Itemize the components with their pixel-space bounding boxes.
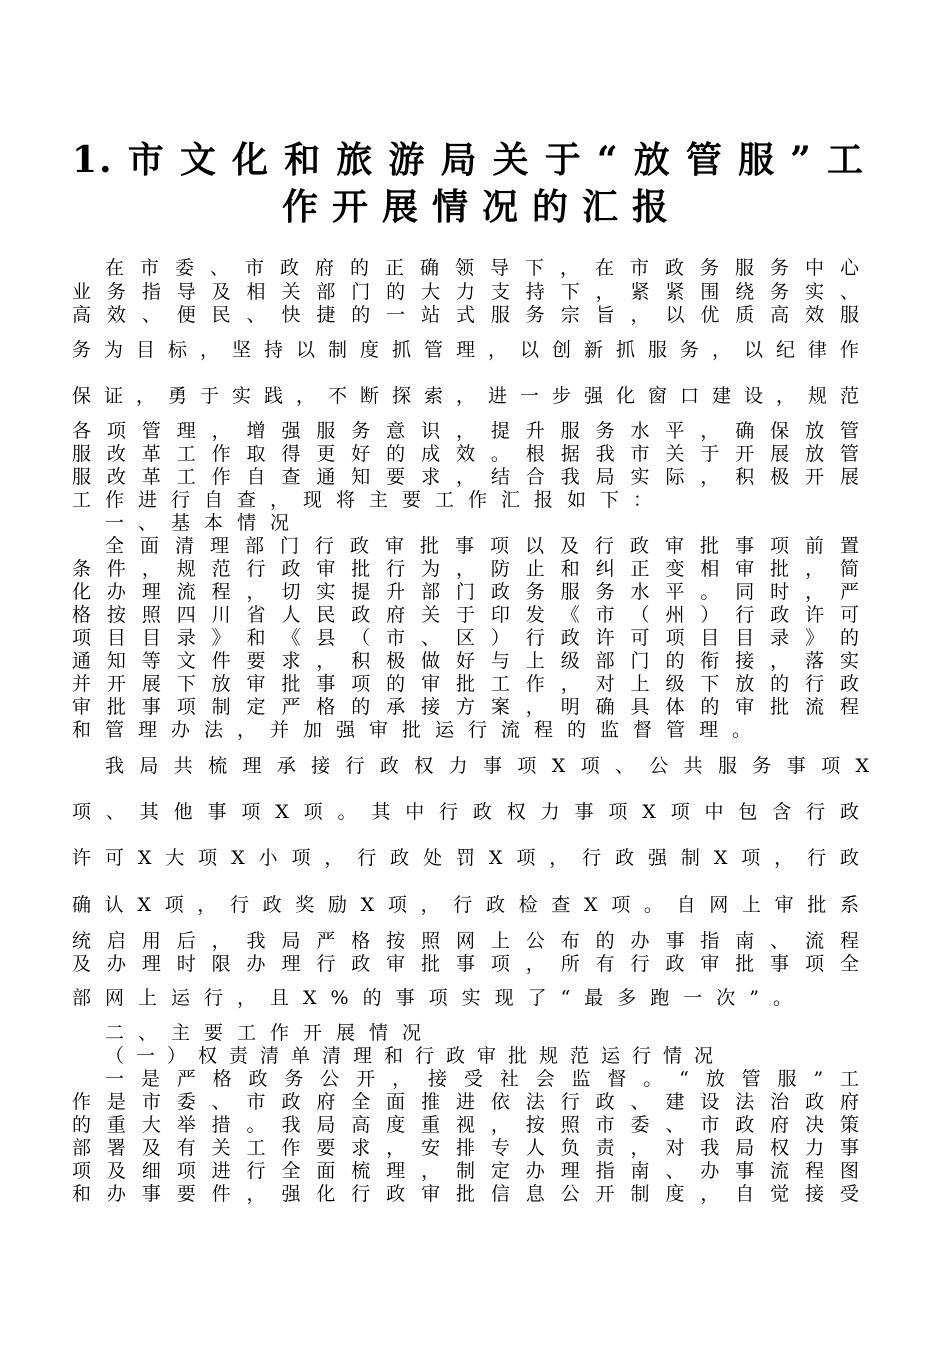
document-title-line-2: 作开展情况的汇报 bbox=[281, 186, 682, 228]
body-line: 项及细项进行全面梳理，制定办理指南、办事流程图 bbox=[72, 1160, 865, 1182]
body-line: 的重大举措。我局高度重视，按照市委、市政府决策 bbox=[72, 1114, 865, 1136]
body-line: 项、其他事项X项。其中行政权力事项X项中包含行政 bbox=[72, 801, 865, 823]
body-line: 格按照四川省人民政府关于印发《市（州）行政许可 bbox=[72, 604, 865, 626]
body-line: 统启用后，我局严格按照网上公布的办事指南、流程 bbox=[72, 930, 865, 952]
intro-line: 服改革工作取得更好的成效。根据我市关于开展放管 bbox=[72, 443, 865, 465]
intro-line: 在市委、市政府的正确领导下，在市政务服务中心 bbox=[105, 257, 865, 279]
section-1-heading: 一、基本情况 bbox=[105, 512, 304, 534]
body-line: 部网上运行，且X%的事项实现了“最多跑一次”。 bbox=[72, 987, 807, 1009]
body-line: 项目目录》和《县（市、区）行政许可项目目录》的 bbox=[72, 627, 865, 649]
body-line: 化办理流程，切实提升部门政务服务水平。同时，严 bbox=[72, 581, 865, 603]
intro-line: 业务指导及相关部门的大力支持下，紧紧围绕务实、 bbox=[72, 281, 865, 303]
intro-line: 各项管理，增强服务意识，提升服务水平，确保放管 bbox=[72, 420, 865, 442]
body-line: 和管理办法，并加强审批运行流程的监督管理。 bbox=[72, 719, 766, 741]
body-line: 全面清理部门行政审批事项以及行政审批事项前置 bbox=[105, 535, 865, 557]
body-line: 我局共梳理承接行政权力事项X项、公共服务事项X bbox=[105, 755, 875, 777]
body-line: 和办事要件，强化行政审批信息公开制度，自觉接受 bbox=[72, 1183, 865, 1205]
body-line: 一是严格政务公开，接受社会监督。“放管服”工 bbox=[105, 1068, 865, 1090]
body-line: 并开展下放审批事项的审批工作，对上级下放的行政 bbox=[72, 673, 865, 695]
body-line: 通知等文件要求，积极做好与上级部门的衔接，落实 bbox=[72, 650, 865, 672]
body-line: 及办理时限办理行政审批事项，所有行政审批事项全 bbox=[72, 953, 865, 975]
document-title-line-1: 1.市文化和旅游局关于“放管服”工 bbox=[72, 139, 865, 181]
body-line: 确认X项，行政奖励X项，行政检查X项。自网上审批系 bbox=[72, 894, 865, 916]
body-line: 部署及有关工作要求，安排专人负责，对我局权力事 bbox=[72, 1137, 865, 1159]
intro-line: 务为目标，坚持以制度抓管理，以创新抓服务，以纪律作 bbox=[72, 339, 865, 361]
section-2-heading: 二、主要工作开展情况 bbox=[105, 1022, 436, 1044]
body-line: 许可X大项X小项，行政处罚X项，行政强制X项，行政 bbox=[72, 847, 865, 869]
section-2-subheading-1: （一）权责清单清理和行政审批规范运行情况 bbox=[105, 1045, 726, 1067]
intro-line: 保证，勇于实践，不断探索，进一步强化窗口建设，规范 bbox=[72, 385, 865, 407]
intro-line: 高效、便民、快捷的一站式服务宗旨，以优质高效服 bbox=[72, 304, 865, 326]
intro-line: 服改革工作自查通知要求，结合我局实际，积极开展 bbox=[72, 466, 865, 488]
intro-line: 工作进行自查，现将主要工作汇报如下： bbox=[72, 489, 667, 511]
body-line: 作是市委、市政府全面推进依法行政、建设法治政府 bbox=[72, 1091, 865, 1113]
body-line: 审批事项制定严格的承接方案，明确具体的审批流程 bbox=[72, 696, 865, 718]
body-line: 条件，规范行政审批行为，防止和纠正变相审批，简 bbox=[72, 558, 865, 580]
